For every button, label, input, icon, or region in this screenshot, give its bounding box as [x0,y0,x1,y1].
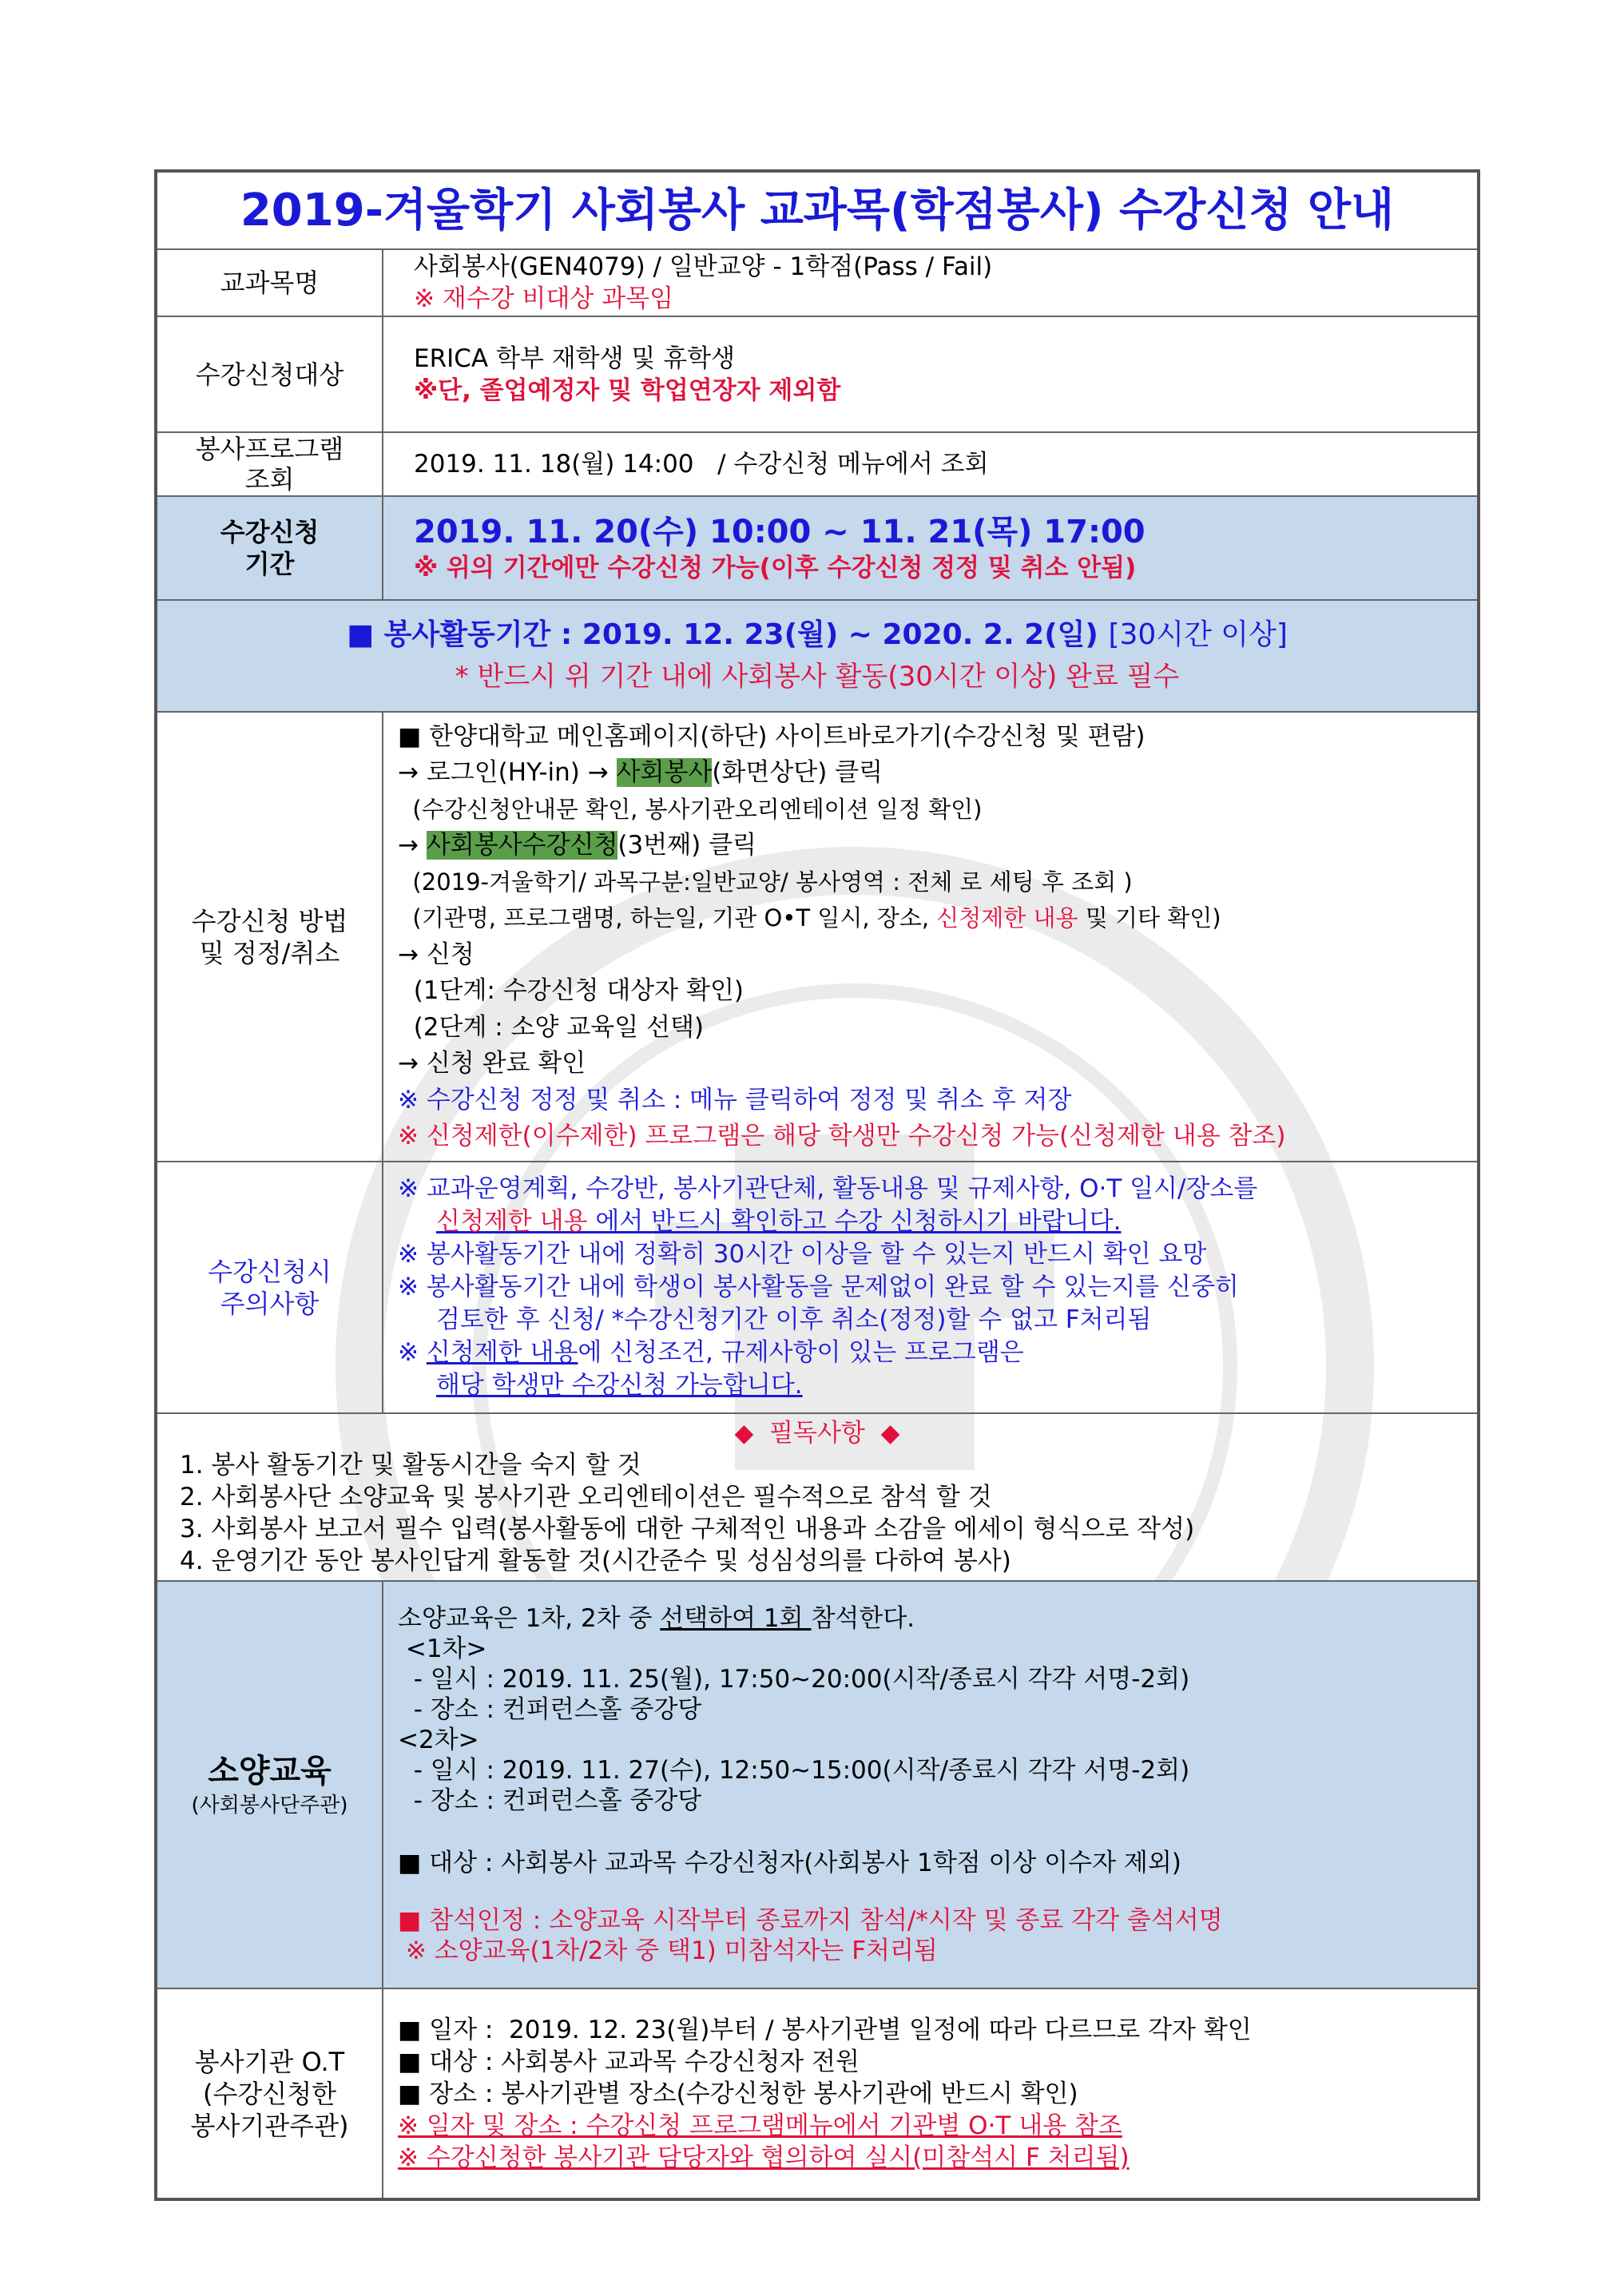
highlight-social-service: 사회봉사 [616,758,713,787]
course-label: 교과목명 [156,249,383,316]
lookup-info: 2019. 11. 18(월) 14:00 / 수강신청 메뉴에서 조회 [414,450,989,479]
education-line-4: - 장소 : 컨퍼런스홀 중강당 [398,1695,702,1724]
row-method [156,712,1479,1162]
caution-line-4: ※ 봉사활동기간 내에 학생이 봉사활동을 문제없이 완료 할 수 있는지를 신중히 [398,1273,1239,1301]
lookup-label-2: 조회 [244,464,295,495]
education-line-8: ■ 대상 : 사회봉사 교과목 수강신청자(사회봉사 1학점 이상 이수자 제외) [398,1849,1181,1877]
required-item-1: 1. 봉사 활동기간 및 활동시간을 숙지 할 것 [180,1451,641,1480]
row-target [156,316,1479,432]
caution-line-5: 검토한 후 신청/ *수강신청기간 이후 취소(정정)할 수 없고 F처리됨 [436,1305,1152,1334]
method-line-6: (기관명, 프로그램명, 하는일, 기관 O•T 일시, 장소, 신청제한 내용 및 기타 확인) [398,904,1221,932]
row-lookup [156,432,1479,496]
required-item-2: 2. 사회봉사단 소양교육 및 봉사기관 오리엔테이션은 필수적으로 참석 할 것 [180,1483,992,1511]
caution-line-1: ※ 교과운영계획, 수강반, 봉사기관단체, 활동내용 및 규제사항, O·T 일시/장소를 [398,1174,1258,1203]
row-course [156,249,1479,316]
activity-period: ■ 봉사활동기간 : 2019. 12. 23(월) ~ 2020. 2. 2(일) [347,618,1109,651]
method-line-9: (2단계 : 소양 교육일 선택) [398,1012,704,1042]
method-line-3: (수강신청안내문 확인, 봉사기관오리엔테이션 일정 확인) [398,795,983,823]
highlight-registration: 사회봉사수강신청 [426,831,618,860]
caution-line-6: 에 신청조건, 규제사항이 있는 프로그램은 [578,1338,1024,1367]
education-line-10: ※ 소양교육(1차/2차 중 택1) 미참석자는 F처리됨 [398,1937,938,1965]
caution-label-1: 수강신청시 [208,1256,332,1287]
period-label-2: 기간 [244,549,295,579]
target-note: ※단, 졸업예정자 및 학업연장자 제외함 [414,375,841,405]
target-label: 수강신청대상 [156,316,383,432]
caution-line-7: 해당 학생만 수강신청 가능합니다. [436,1371,803,1400]
lookup-label-1: 봉사프로그램 [195,434,344,464]
required-header: ◆ 필독사항 ◆ [734,1419,900,1448]
method-line-1: ■ 한양대학교 메인홈페이지(하단) 사이트바로가기(수강신청 및 편람) [398,721,1146,751]
activity-hours: [30시간 이상] [1108,618,1288,651]
period-label-1: 수강신청 [220,517,320,547]
period-dates: 2019. 11. 20(수) 10:00 ~ 11. 21(목) 17:00 [414,514,1146,550]
method-label-2: 및 정정/취소 [199,937,340,968]
row-education: 소양교육 (사회봉사단주관) 소양교육은 1차, 2차 중 선택하여 1회 참석한다. <1차> - 일시 : 2019. 11. 25(월), 17:50~20:00(시작/종료시 각각 서명-2회) - 장소 : 컨퍼런스홀 중강당 <2차> - 일시 : 2019. 11. 27(수), 12:50~15:00(시작/종료시 각각 서명-2회) - 장소 : 컨퍼런스홀 중강당 ■ 대상 : 사회봉사 교과목 수강신청자(사회봉사 1학점 이상 이수자 제외) ■ 참석인정 : 소양교육 시작부터 종료까지 참석/*시작 및 종료 각각 출석서명 ※ 소양교육(1차/2차 중 택1) 미참석자는 F처리됨 [156,1581,1479,1988]
orientation-line-4: ※ 일자 및 장소 : 수강신청 프로그램메뉴에서 기관별 O·T 내용 참조 [398,2111,1122,2140]
row-period [156,496,1479,600]
education-label-2: (사회봉사단주관) [191,1794,348,1817]
education-line-9: ■ 참석인정 : 소양교육 시작부터 종료까지 참석/*시작 및 종료 각각 출석서명 [398,1906,1223,1935]
method-line-11: ※ 수강신청 정정 및 취소 : 메뉴 클릭하여 정정 및 취소 후 저장 [398,1085,1072,1114]
education-label-1: 소양교육 [208,1753,332,1790]
orientation-label-3: 봉사기관주관) [190,2110,349,2141]
required-item-3: 3. 사회봉사 보고서 필수 입력(봉사활동에 대한 구체적인 내용과 소감을 에세이 형식으로 작성) [180,1515,1195,1543]
caution-line-6-underline: 신청제한 내용 [426,1338,578,1367]
row-activity [156,600,1479,712]
caution-line-3: ※ 봉사활동기간 내에 정확히 30시간 이상을 할 수 있는지 반드시 확인 요망 [398,1240,1207,1269]
education-line-7: - 장소 : 컨퍼런스홀 중강당 [398,1786,702,1815]
method-line-7: → 신청 [398,939,474,969]
method-label-1: 수강신청 방법 [191,905,348,936]
row-orientation [156,1988,1479,2199]
education-line-2: <1차> [398,1635,487,1663]
course-info: 사회봉사(GEN4079) / 일반교양 - 1학점(Pass / Fail) [414,252,993,281]
caution-line-2: 에서 반드시 확인하고 수강 신청하시기 바랍니다. [587,1207,1122,1236]
orientation-line-5: ※ 수강신청한 봉사기관 담당자와 협의하여 실시(미참석시 F 처리됨) [398,2143,1130,2172]
education-select-once: 선택하여 1회 [660,1604,812,1633]
period-note: ※ 위의 기간에만 수강신청 가능(이후 수강신청 정정 및 취소 안됨) [414,554,1137,582]
activity-note: * 반드시 위 기간 내에 사회봉사 활동(30시간 이상) 완료 필수 [455,661,1180,693]
orientation-label-2: (수강신청한 [202,2078,337,2109]
page-title: 2019-겨울학기 사회봉사 교과목(학점봉사) 수강신청 안내 [156,171,1479,249]
target-info: ERICA 학부 재학생 및 휴학생 [414,344,736,373]
method-line-8: (1단계: 수강신청 대상자 확인) [398,976,744,1005]
method-line-10: → 신청 완료 확인 [398,1049,586,1078]
method-line-12: ※ 신청제한(이수제한) 프로그램은 해당 학생만 수강신청 가능(신청제한 내용 참조) [398,1122,1286,1150]
notice-table [154,169,1480,2201]
education-line-6: - 일시 : 2019. 11. 27(수), 12:50~15:00(시작/종료시 각각 서명-2회) [398,1756,1190,1785]
course-note: ※ 재수강 비대상 과목임 [414,284,674,313]
orientation-line-1: ■ 일자 : 2019. 12. 23(월)부터 / 봉사기관별 일정에 따라 다르므로 각자 확인 [398,2015,1252,2044]
row-caution: 수강신청시 주의사항 ※ 교과운영계획, 수강반, 봉사기관단체, 활동내용 및 규제사항, O·T 일시/장소를 신청제한 내용 에서 반드시 확인하고 수강 신청하시기 바랍니다. ※ 봉사활동기간 내에 정확히 30시간 이상을 할 수 있는지 반드시 확인 요망 ※ 봉사활동기간 내에 학생이 봉사활동을 문제없이 완료 할 수 있는지를 신중히 검토한 후 신청/ *수강신청기간 이후 취소(정정)할 수 없고 F처리됨 ※ 신청제한 내용에 신청조건, 규제사항이 있는 프로그램은 해당 학생만 수강신청 가능합니다. [156,1162,1479,1413]
caution-label-2: 주의사항 [220,1288,320,1319]
orientation-line-3: ■ 장소 : 봉사기관별 장소(수강신청한 봉사기관에 반드시 확인) [398,2079,1078,2108]
education-line-3: - 일시 : 2019. 11. 25(월), 17:50~20:00(시작/종료시 각각 서명-2회) [398,1665,1190,1694]
row-required [156,1413,1479,1581]
method-line-4: → 사회봉사수강신청(3번째) 클릭 [398,831,756,860]
education-line-5: <2차> [398,1726,479,1754]
required-item-4: 4. 운영기간 동안 봉사인답게 활동할 것(시간준수 및 성심성의를 다하여 봉사) [180,1547,1011,1575]
method-line-5: (2019-겨울학기/ 과목구분:일반교양/ 봉사영역 : 전체 로 세팅 후 조회 ) [398,868,1133,896]
orientation-line-2: ■ 대상 : 사회봉사 교과목 수강신청자 전원 [398,2047,860,2076]
method-line-2: → 로그인(HY-in) → 사회봉사(화면상단) 클릭 [398,758,883,787]
caution-line-2-red: 신청제한 내용 [436,1207,588,1236]
orientation-label-1: 봉사기관 O.T [194,2046,345,2077]
